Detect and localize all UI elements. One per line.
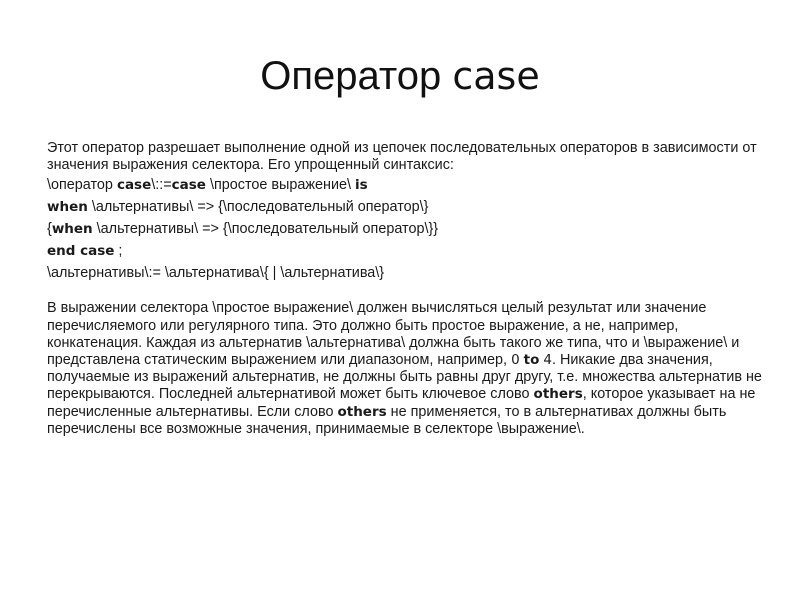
syntax-line-4: [47, 240, 762, 262]
title-keyword: case: [452, 54, 540, 98]
keyword-to: to: [523, 352, 540, 369]
syntax-text: {: [47, 221, 52, 238]
syntax-line-5: [47, 262, 762, 284]
range-end: 4: [543, 352, 552, 369]
syntax-text: ;: [114, 243, 123, 260]
keyword-when: when: [51, 221, 93, 238]
slide-title: [0, 46, 800, 106]
explanation-text: не применяется, то в альтернативах должны быть перечислены все возможные значения, принимаемые в селекторе \выражение\.: [47, 403, 727, 437]
explanation-text: В выражении селектора \простое выражение\ должен вычисляться целый результат или значение перечисляемого или регулярного типа. Это должно быть простое выражение, а не, например, конкатенация. Каждая из альтернатив \альтернатива\ должна быть такого же типа, что и \выражение\ и представлена статическим выражением или диапазоном, например,: [47, 300, 740, 369]
spacer: [47, 284, 762, 300]
intro-paragraph: Этот оператор разрешает выполнение одной из цепочек последовательных операторов в зависимости от значения выражения селектора. Его упрощенный синтаксис:: [47, 140, 757, 174]
keyword-when: when: [47, 199, 88, 216]
keyword-is: is: [355, 177, 368, 194]
syntax-text: \оператор: [47, 177, 117, 194]
syntax-text: \::=: [151, 177, 172, 194]
explanation-text: , которое указывает на не перечисленные альтернативы. Если слово: [47, 386, 756, 420]
explanation-text: . Никакие два значения, получаемые из выражений альтернатив, не должны быть равны друг другу, т.е. множества альтернатив не перекрываются. Последней альтернативой может быть ключевое слово: [47, 352, 762, 403]
explanation-paragraph: [47, 300, 762, 438]
slide-content: [47, 140, 762, 438]
syntax-line-2: [47, 196, 762, 218]
keyword-end-case: end case: [47, 243, 115, 260]
title-main: Оператор: [260, 54, 453, 98]
syntax-line-3: [47, 218, 762, 240]
syntax-text: \альтернативы\ => {\последовательный оператор\}}: [92, 221, 439, 238]
keyword-case: case: [116, 177, 152, 194]
keyword-case: case: [171, 177, 206, 194]
syntax-block: [47, 174, 762, 284]
syntax-text: \альтернативы\ => {\последовательный оператор\}: [87, 199, 429, 216]
keyword-others: others: [337, 403, 387, 420]
keyword-others: others: [533, 386, 583, 403]
range-start: 0: [511, 352, 520, 369]
syntax-text: \альтернативы\:= \альтернатива\{ | \альтернатива\}: [47, 265, 385, 282]
syntax-line-1: [47, 174, 762, 196]
syntax-text: \простое выражение\: [205, 177, 356, 194]
